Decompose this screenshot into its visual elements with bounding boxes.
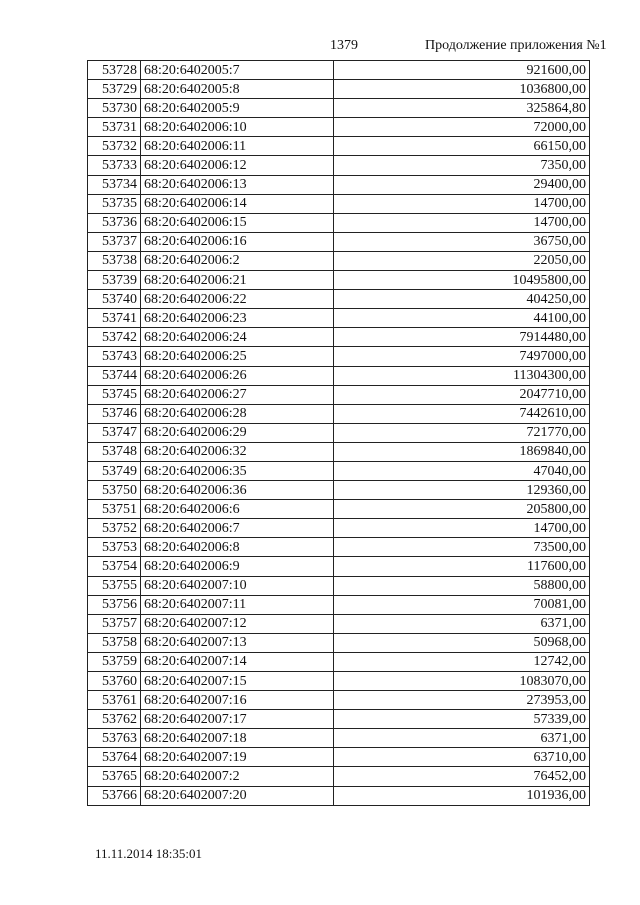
cadastral-number-cell: 68:20:6402006:8	[141, 538, 334, 557]
table-row	[88, 118, 590, 137]
table-row	[88, 652, 590, 671]
table-row	[88, 576, 590, 595]
table-row	[88, 633, 590, 652]
value-cell: 205800,00	[334, 500, 590, 519]
row-number-cell: 53743	[88, 347, 141, 366]
table-row	[88, 614, 590, 633]
cadastral-number-cell: 68:20:6402006:12	[141, 156, 334, 175]
cadastral-number-cell: 68:20:6402006:13	[141, 175, 334, 194]
cadastral-number-cell: 68:20:6402006:28	[141, 404, 334, 423]
table-row	[88, 691, 590, 710]
value-cell: 325864,80	[334, 99, 590, 118]
row-number-cell: 53735	[88, 194, 141, 213]
cadastral-number-cell: 68:20:6402006:23	[141, 309, 334, 328]
value-cell: 63710,00	[334, 748, 590, 767]
value-cell: 11304300,00	[334, 366, 590, 385]
value-cell: 6371,00	[334, 729, 590, 748]
cadastral-number-cell: 68:20:6402005:8	[141, 80, 334, 99]
value-cell: 404250,00	[334, 290, 590, 309]
table-row	[88, 767, 590, 786]
cadastral-number-cell: 68:20:6402007:13	[141, 633, 334, 652]
table-row	[88, 461, 590, 480]
table-row	[88, 347, 590, 366]
value-cell: 1036800,00	[334, 80, 590, 99]
value-cell: 7914480,00	[334, 328, 590, 347]
value-cell: 22050,00	[334, 251, 590, 270]
row-number-cell: 53728	[88, 61, 141, 80]
value-cell: 70081,00	[334, 595, 590, 614]
registry-table-container	[87, 60, 590, 827]
row-number-cell: 53755	[88, 576, 141, 595]
cadastral-number-cell: 68:20:6402006:11	[141, 137, 334, 156]
row-number-cell: 53753	[88, 538, 141, 557]
row-number-cell: 53758	[88, 633, 141, 652]
cadastral-number-cell: 68:20:6402006:7	[141, 519, 334, 538]
row-number-cell: 53745	[88, 385, 141, 404]
cadastral-number-cell: 68:20:6402007:20	[141, 786, 334, 805]
row-number-cell: 53766	[88, 786, 141, 805]
registry-table	[87, 60, 590, 806]
cadastral-number-cell: 68:20:6402006:16	[141, 232, 334, 251]
table-row	[88, 500, 590, 519]
table-row	[88, 423, 590, 442]
row-number-cell: 53733	[88, 156, 141, 175]
value-cell: 72000,00	[334, 118, 590, 137]
row-number-cell: 53761	[88, 691, 141, 710]
cadastral-number-cell: 68:20:6402006:21	[141, 271, 334, 290]
page-caption: Продолжение приложения №1	[425, 38, 607, 53]
value-cell: 50968,00	[334, 633, 590, 652]
value-cell: 12742,00	[334, 652, 590, 671]
table-row	[88, 290, 590, 309]
cadastral-number-cell: 68:20:6402007:16	[141, 691, 334, 710]
table-row	[88, 595, 590, 614]
value-cell: 66150,00	[334, 137, 590, 156]
value-cell: 721770,00	[334, 423, 590, 442]
cadastral-number-cell: 68:20:6402006:22	[141, 290, 334, 309]
value-cell: 47040,00	[334, 461, 590, 480]
table-row	[88, 404, 590, 423]
table-row	[88, 366, 590, 385]
cadastral-number-cell: 68:20:6402006:14	[141, 194, 334, 213]
row-number-cell: 53757	[88, 614, 141, 633]
row-number-cell: 53749	[88, 461, 141, 480]
row-number-cell: 53739	[88, 271, 141, 290]
row-number-cell: 53740	[88, 290, 141, 309]
cadastral-number-cell: 68:20:6402007:19	[141, 748, 334, 767]
value-cell: 14700,00	[334, 519, 590, 538]
table-row	[88, 232, 590, 251]
table-row	[88, 538, 590, 557]
table-row	[88, 213, 590, 232]
cadastral-number-cell: 68:20:6402006:10	[141, 118, 334, 137]
value-cell: 10495800,00	[334, 271, 590, 290]
row-number-cell: 53741	[88, 309, 141, 328]
row-number-cell: 53738	[88, 251, 141, 270]
row-number-cell: 53744	[88, 366, 141, 385]
table-row	[88, 61, 590, 80]
cadastral-number-cell: 68:20:6402007:14	[141, 652, 334, 671]
table-row	[88, 385, 590, 404]
row-number-cell: 53760	[88, 672, 141, 691]
row-number-cell: 53754	[88, 557, 141, 576]
value-cell: 1869840,00	[334, 442, 590, 461]
table-row	[88, 309, 590, 328]
value-cell: 44100,00	[334, 309, 590, 328]
row-number-cell: 53732	[88, 137, 141, 156]
row-number-cell: 53765	[88, 767, 141, 786]
table-row	[88, 442, 590, 461]
table-row	[88, 156, 590, 175]
value-cell: 1083070,00	[334, 672, 590, 691]
value-cell: 7497000,00	[334, 347, 590, 366]
row-number-cell: 53748	[88, 442, 141, 461]
value-cell: 76452,00	[334, 767, 590, 786]
cadastral-number-cell: 68:20:6402006:6	[141, 500, 334, 519]
row-number-cell: 53762	[88, 710, 141, 729]
value-cell: 129360,00	[334, 481, 590, 500]
cadastral-number-cell: 68:20:6402007:2	[141, 767, 334, 786]
row-number-cell: 53751	[88, 500, 141, 519]
cadastral-number-cell: 68:20:6402006:2	[141, 251, 334, 270]
value-cell: 7442610,00	[334, 404, 590, 423]
row-number-cell: 53746	[88, 404, 141, 423]
cadastral-number-cell: 68:20:6402006:26	[141, 366, 334, 385]
table-row	[88, 194, 590, 213]
cadastral-number-cell: 68:20:6402006:24	[141, 328, 334, 347]
table-row	[88, 251, 590, 270]
cadastral-number-cell: 68:20:6402007:18	[141, 729, 334, 748]
table-row	[88, 519, 590, 538]
print-timestamp: 11.11.2014 18:35:01	[95, 846, 203, 861]
cadastral-number-cell: 68:20:6402006:36	[141, 481, 334, 500]
row-number-cell: 53747	[88, 423, 141, 442]
cadastral-number-cell: 68:20:6402006:15	[141, 213, 334, 232]
cadastral-number-cell: 68:20:6402005:7	[141, 61, 334, 80]
cadastral-number-cell: 68:20:6402006:35	[141, 461, 334, 480]
table-row	[88, 271, 590, 290]
value-cell: 101936,00	[334, 786, 590, 805]
table-row	[88, 786, 590, 805]
value-cell: 14700,00	[334, 213, 590, 232]
row-number-cell: 53742	[88, 328, 141, 347]
cadastral-number-cell: 68:20:6402005:9	[141, 99, 334, 118]
cadastral-number-cell: 68:20:6402006:32	[141, 442, 334, 461]
value-cell: 117600,00	[334, 557, 590, 576]
table-row	[88, 672, 590, 691]
cadastral-number-cell: 68:20:6402007:10	[141, 576, 334, 595]
page-number: 1379	[330, 38, 358, 53]
value-cell: 6371,00	[334, 614, 590, 633]
cadastral-number-cell: 68:20:6402007:12	[141, 614, 334, 633]
row-number-cell: 53736	[88, 213, 141, 232]
table-row	[88, 481, 590, 500]
table-row	[88, 137, 590, 156]
table-row	[88, 710, 590, 729]
value-cell: 14700,00	[334, 194, 590, 213]
row-number-cell: 53759	[88, 652, 141, 671]
row-number-cell: 53750	[88, 481, 141, 500]
row-number-cell: 53737	[88, 232, 141, 251]
cadastral-number-cell: 68:20:6402007:17	[141, 710, 334, 729]
cadastral-number-cell: 68:20:6402006:27	[141, 385, 334, 404]
row-number-cell: 53756	[88, 595, 141, 614]
table-row	[88, 557, 590, 576]
row-number-cell: 53752	[88, 519, 141, 538]
row-number-cell: 53734	[88, 175, 141, 194]
row-number-cell: 53763	[88, 729, 141, 748]
cadastral-number-cell: 68:20:6402007:15	[141, 672, 334, 691]
row-number-cell: 53729	[88, 80, 141, 99]
row-number-cell: 53730	[88, 99, 141, 118]
value-cell: 2047710,00	[334, 385, 590, 404]
value-cell: 58800,00	[334, 576, 590, 595]
row-number-cell: 53764	[88, 748, 141, 767]
registry-table-body	[88, 61, 590, 806]
value-cell: 273953,00	[334, 691, 590, 710]
table-row	[88, 729, 590, 748]
cadastral-number-cell: 68:20:6402007:11	[141, 595, 334, 614]
value-cell: 57339,00	[334, 710, 590, 729]
table-row	[88, 328, 590, 347]
cadastral-number-cell: 68:20:6402006:29	[141, 423, 334, 442]
row-number-cell: 53731	[88, 118, 141, 137]
value-cell: 7350,00	[334, 156, 590, 175]
cadastral-number-cell: 68:20:6402006:25	[141, 347, 334, 366]
cadastral-number-cell: 68:20:6402006:9	[141, 557, 334, 576]
table-row	[88, 175, 590, 194]
value-cell: 73500,00	[334, 538, 590, 557]
table-row	[88, 99, 590, 118]
value-cell: 36750,00	[334, 232, 590, 251]
table-row	[88, 80, 590, 99]
value-cell: 921600,00	[334, 61, 590, 80]
value-cell: 29400,00	[334, 175, 590, 194]
table-row	[88, 748, 590, 767]
